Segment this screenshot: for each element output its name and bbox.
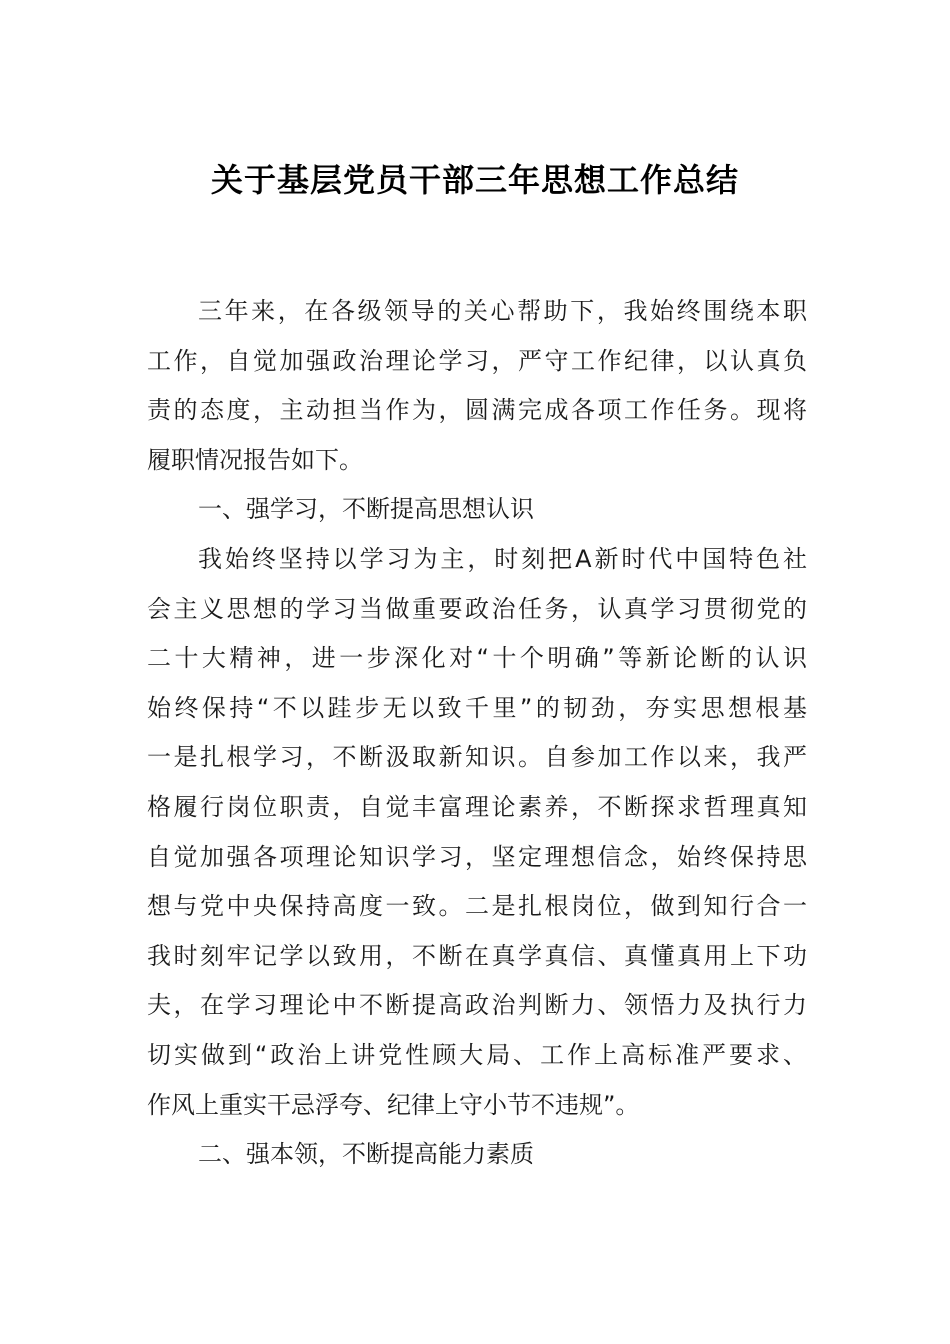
section-heading-2: 二、强本领，不断提高能力素质	[198, 1140, 534, 1169]
text-line: 自觉加强各项理论知识学习，坚定理想信念，始终保持思	[147, 842, 807, 871]
text-line: 想与党中央保持高度一致。二是扎根岗位，做到知行合一	[147, 892, 807, 921]
text-line: 责的态度，主动担当作为，圆满完成各项工作任务。现将	[147, 396, 807, 425]
text-line: 切实做到“政治上讲党性顾大局、工作上高标准严要求、	[147, 1040, 807, 1069]
text-line: 夫，在学习理论中不断提高政治判断力、领悟力及执行力	[147, 991, 807, 1020]
text-line: 格履行岗位职责，自觉丰富理论素养，不断探求哲理真知	[147, 792, 807, 821]
text-line: 我时刻牢记学以致用，不断在真学真信、真懂真用上下功	[147, 941, 807, 970]
text-line: 作风上重实干忌浮夸、纪律上守小节不违规”。	[147, 1090, 640, 1119]
text-line: 我始终坚持以学习为主，时刻把A新时代中国特色社	[198, 544, 807, 573]
text-line: 二十大精神，进一步深化对“十个明确”等新论断的认识	[147, 644, 807, 673]
text-line: 始终保持“不以跬步无以致千里”的韧劲，夯实思想根基	[147, 693, 807, 722]
section-heading-1: 一、强学习，不断提高思想认识	[198, 495, 534, 524]
document-title: 关于基层党员干部三年思想工作总结	[210, 161, 739, 199]
text-line: 会主义思想的学习当做重要政治任务，认真学习贯彻党的	[147, 594, 807, 623]
document-body	[147, 287, 807, 1180]
text-line: 履职情况报告如下。	[147, 445, 363, 474]
text-line: 三年来，在各级领导的关心帮助下，我始终围绕本职	[198, 297, 807, 325]
text-line: 一是扎根学习，不断汲取新知识。自参加工作以来，我严	[147, 743, 807, 772]
text-line: 工作，自觉加强政治理论学习，严守工作纪律，以认真负	[147, 346, 807, 375]
